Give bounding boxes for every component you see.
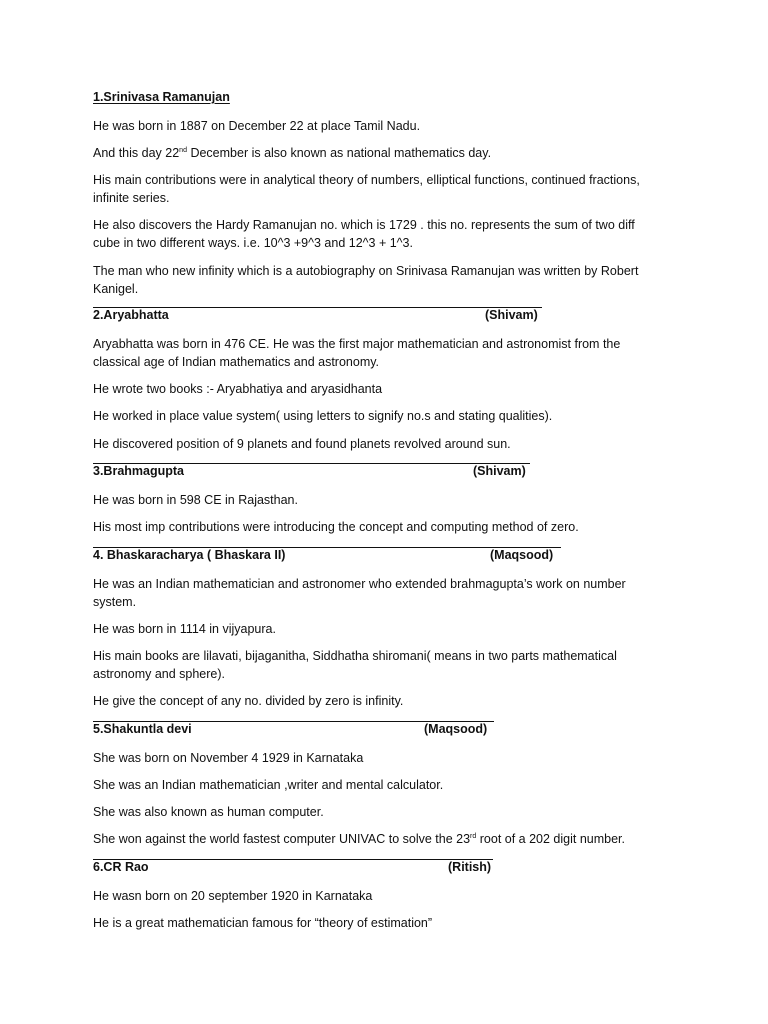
heading-underline xyxy=(93,307,542,308)
section-assignee: (Shivam) xyxy=(485,308,538,322)
text-line: He also discovers the Hardy Ramanujan no. which is 1729 . this no. represents the sum of two diff xyxy=(93,218,635,232)
section-assignee: (Maqsood) xyxy=(424,722,488,736)
text-line: He was an Indian mathematician and astronomer who extended brahmagupta’s work on number xyxy=(93,577,626,591)
text-line: He was born in 1114 in vijyapura. xyxy=(93,622,276,636)
text-line: cube in two different ways. i.e. 10^3 +9^3 and 12^3 + 1^3. xyxy=(93,236,413,250)
section-heading: 2.Aryabhatta xyxy=(93,308,169,322)
text-line: He give the concept of any no. divided by zero is infinity. xyxy=(93,694,404,708)
text-line: And this day 22nd December is also known as national mathematics day. xyxy=(93,146,492,160)
heading-underline xyxy=(93,463,530,464)
section-heading: 4. Bhaskaracharya ( Bhaskara II) xyxy=(93,548,286,562)
text-line: He wrote two books :- Aryabhatiya and aryasidhanta xyxy=(93,382,383,396)
text-line: She won against the world fastest computer UNIVAC to solve the 23rd root of a 202 digit number. xyxy=(93,832,625,846)
heading-underline xyxy=(93,859,493,860)
text-line: astronomy and sphere). xyxy=(93,667,226,681)
text-line: He worked in place value system( using letters to signify no.s and stating qualities). xyxy=(93,409,553,423)
text-line: He wasn born on 20 september 1920 in Karnataka xyxy=(93,889,373,903)
text-line: He is a great mathematician famous for “theory of estimation” xyxy=(93,916,433,930)
text-line: classical age of Indian mathematics and astronomy. xyxy=(93,355,380,369)
text-line: system. xyxy=(93,595,137,609)
section-heading: 3.Brahmagupta xyxy=(93,464,184,478)
text-line: infinite series. xyxy=(93,191,170,205)
text-line: Aryabhatta was born in 476 CE. He was the first major mathematician and astronomist from the xyxy=(93,337,621,351)
text-line: She was also known as human computer. xyxy=(93,805,324,819)
text-line: His most imp contributions were introducing the concept and computing method of zero. xyxy=(93,520,579,534)
text-line: She was an Indian mathematician ,writer and mental calculator. xyxy=(93,778,444,792)
text-line: He was born in 598 CE in Rajasthan. xyxy=(93,493,298,507)
text-line: He discovered position of 9 planets and found planets revolved around sun. xyxy=(93,437,511,451)
section-assignee: (Maqsood) xyxy=(490,548,554,562)
section-heading: 5.Shakuntla devi xyxy=(93,722,192,736)
text-line: She was born on November 4 1929 in Karnataka xyxy=(93,751,364,765)
section-heading: 6.CR Rao xyxy=(93,860,149,874)
text-line: His main contributions were in analytical theory of numbers, elliptical functions, continued fractions, xyxy=(93,173,640,187)
section-assignee: (Shivam) xyxy=(473,464,526,478)
section-heading: 1.Srinivasa Ramanujan xyxy=(93,90,230,104)
text-line: His main books are lilavati, bijaganitha, Siddhatha shiromani( means in two parts mathematical xyxy=(93,649,617,663)
text-line: The man who new infinity which is a autobiography on Srinivasa Ramanujan was written by Robert xyxy=(93,264,639,278)
text-line: Kanigel. xyxy=(93,282,139,296)
text-line: He was born in 1887 on December 22 at place Tamil Nadu. xyxy=(93,119,421,133)
section-assignee: (Ritish) xyxy=(448,860,492,874)
